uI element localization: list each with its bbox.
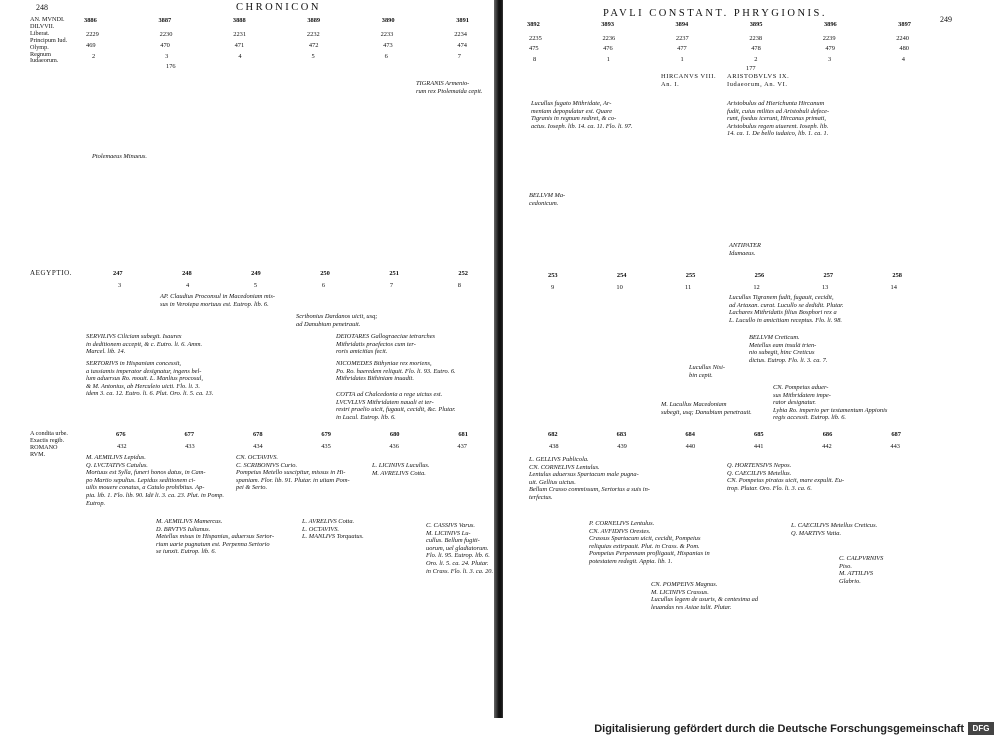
aegypt-year-row-left [113,270,468,277]
roman-year-row-right [548,431,901,438]
year-cell: 3889 [307,17,321,24]
aeg-year-cell: 251 [389,270,399,277]
aeg-sub-cell: 10 [616,284,623,291]
entry-servilius: SERVILIVS Ciliciam subegit. Isaurex in deditionem accepit, & c. Eutro. li. 6. Amm. Marcel. lib. 14. [86,333,203,356]
liberat-row-left [86,42,467,49]
rom-sub-cell: 432 [117,443,127,450]
aeg-sub-cell: 6 [321,282,326,289]
olymp-note-right: 177 [746,65,756,72]
aeg-sub-cell: 7 [389,282,394,289]
liberat-row-right [529,45,909,52]
olymp-row-right [533,56,905,63]
aeg-sub-cell: 8 [457,282,461,289]
entry-octavius: CN. OCTAVIVS. C. SCRIBONIVS Curio. Pompeius Metello suscipitur, missus in Hi- spaniam. Flor. lib. 91. Plutar. in uitam Pom- pei & Serto. [236,454,350,492]
entry-licinius-lucullus: L. LICINIVS Lucullus. M. AVRELIVS Cotta. [372,462,430,477]
aeg-year-cell: 250 [320,270,330,277]
year-row-left [84,17,469,24]
entry-m-lucullus: M. Lucullus Macedoniam subegit, usq; Danubium penetrauit. [661,401,752,416]
running-header-left: CHRONICON [236,2,321,13]
year-cell: 3887 [158,17,172,24]
rom-year-cell: 682 [548,431,558,438]
rom-year-cell: 678 [252,431,263,438]
rom-sub-cell: 443 [890,443,900,450]
entry-bellum-creticum: BELLVM Creticum. Metellus eam insulā trien- nio subegit, hinc Creticus dictus. Eutrop. Flo. li. 3. ca. 7. [749,334,828,364]
aegypt-sub-row-left [118,282,461,289]
left-page [0,0,497,718]
diluvii-row-left [86,31,467,38]
liberat-cell: 475 [529,45,539,52]
entry-sertorius: SERTORIVS in Hispaniam concessit, a tassiamis imperator designatur, ingens bel- lum aduersus Ro. mouit. L. Manlius procosul, & M. Antonius, ab Herculeio uicti. Flo. li. 3. idem 3. ca. 12. Eutro. li. 6. Plut. Oro. li. 5. ca. 13. [86,360,214,398]
entry-caecilius-creticus: L. CAECILIVS Metellus Creticus. Q. MARTIVS Vatia. [791,522,878,537]
entry-cornelius-lentulus: P. CORNELIVS Lentulus. CN. AVFIDIVS Orestes. Crassus Spartacum uicit, cecidit, Pompeius reliquias extirpauit. Plut. in Crass. & Pom. Pompeius Perpennam profligauit, Hispanias in potestatem redegit. Appia. lib. 1. [589,520,710,565]
aegypti-label: AEGYPTIO. [30,269,73,277]
liberat-cell: 477 [677,45,687,52]
aeg-sub-cell: 14 [890,284,897,291]
aeg-year-cell: 248 [182,270,192,277]
olymp-cell: 1 [680,56,684,63]
aeg-sub-cell: 13 [821,284,829,291]
rom-year-cell: 683 [616,431,627,438]
olymp-cell: 7 [457,53,461,60]
aeg-sub-cell: 12 [753,284,760,291]
rom-sub-cell: 435 [321,443,331,450]
entry-lucullus-tigranes: Lucullus Tigranem fudit, fugauit, cecidit, ad Artaxan. curat. Lucullo se dedidit. Plutar. Lachares Mithridatis filius Bosphori rex a L. Lucullo in amicitiam receptus. Flo. li. 98. [729,294,844,324]
rom-sub-cell: 441 [753,443,764,450]
liberat-cell: 473 [383,42,393,49]
diluvii-cell: 2235 [529,35,542,42]
year-cell: 3895 [749,21,763,28]
right-page [503,0,1000,718]
rom-year-cell: 680 [389,431,400,438]
entry-aemilius-mamercus: M. AEMILIVS Mamercus. D. BRVTVS Iulianus. Metellus misus in Hispanias, aduersus Sertor- rium uarie pugnatum est. Perpenna Sertorio se iunxit. Eutrop. lib. 6. [156,518,275,556]
rom-sub-cell: 438 [549,443,559,450]
liberat-cell: 474 [457,42,467,49]
olymp-note-left: 176 [166,63,176,70]
entry-gellius: L. GELLIVS Publicola. CN. CORNELIVS Lentulus. Lentulus aduersus Spartacum male pugna- uit. Gellius uictus. Bellum Crasso commissum, Sertorius a suis in- terfectus. [529,456,650,501]
liberat-cell: 479 [825,45,835,52]
aeg-year-cell: 247 [113,270,123,277]
page-number-left: 248 [36,3,48,12]
diluvii-cell: 2231 [233,31,247,38]
rom-year-cell: 684 [685,431,695,438]
olymp-cell: 2 [92,53,96,60]
aeg-sub-cell: 5 [253,282,258,289]
olymp-cell: 1 [606,56,610,63]
aeg-year-cell: 254 [616,272,627,279]
rom-sub-cell: 439 [617,443,627,450]
olymp-cell: 6 [384,53,388,60]
rom-year-cell: 677 [184,431,195,438]
aeg-year-cell: 256 [754,272,765,279]
entry-nicomedes: NICOMEDES Bithyniae rex moriens, Po. Ro. haeredem reliquit. Flo. li. 93. Eutro. 6. Mithridates Bithiniam inuadit. [336,360,456,383]
entry-lucullus-armenia: Lucullus fugato Mithridate, Ar- meniam depopulatur est. Quare Tigranis in regnum rediret, & co- actus. Ioseph. lib. 14. ca. 11. Flo. li. 97. [531,100,633,130]
year-cell: 3892 [527,21,540,28]
aeg-year-cell: 258 [892,272,902,279]
rom-year-cell: 687 [891,431,901,438]
entry-cotta: COTTA ad Chalcedonia a rege uictus est. LVCVLLVS Mithridatem nauali et ter- restri praelio uicit, fugauit, cecidit, &c. Plutar. in Lucul. Eutrop. lib. 6. [336,391,456,421]
entry-claudius: AP. Claudius Proconsul in Macedoniam mis- sus in Veroiepa mortuus est. Eutrop. lib. 6. [160,293,276,308]
liberat-cell: 476 [603,45,613,52]
year-cell: 3894 [675,21,689,28]
dfg-logo: DFG [968,722,994,735]
rom-sub-cell: 442 [822,443,832,450]
liberat-cell: 472 [308,42,319,49]
diluvii-row-right [529,35,909,42]
rom-year-cell: 681 [458,431,468,438]
rom-sub-cell: 433 [185,443,195,450]
entry-aurelius-cotta: L. AVRELIVS Cotta. L. OCTAVIVS. L. MANLIVS Torquatus. [302,518,364,541]
entry-tigranes: TIGRANIS Armenio- rum rex Ptolemaida cepit. [416,80,483,95]
olymp-cell: 3 [165,53,169,60]
running-header-right: PAVLI CONSTANT. PHRYGIONIS. [603,8,827,19]
entry-bellum-macedonicum: BELLVM Ma- cedonicum. [529,192,566,207]
entry-aemilius-lepidus: M. AEMILIVS Lepidus. Q. LVCTATIVS Catulus. Mortuus est Sylla, funeri honos datus, in Cam- po Martio sepultus. Lepidus seditionem ci- uilis mouere conatus, a Catulo prohibitus. Ap- pia. lib. 1. Flo. lib. 90. Idē li. 3. ca. 23. Plut. in Pomp. Eutrop. [86,454,224,507]
aeg-year-cell: 257 [823,272,834,279]
olymp-cell: 4 [901,56,905,63]
entry-antipater: ANTIPATER Idumaeus. [729,242,761,257]
diluvii-cell: 2232 [306,31,320,38]
olymp-row-left [92,53,461,60]
entry-ptolemaeus: Ptolemaeus Minaeus. [92,153,148,160]
year-cell: 3891 [456,17,469,24]
aeg-sub-cell: 11 [685,284,692,291]
entry-scribonius: Scribonius Dardanos uicit, usq; ad Danubium penetrauit. [296,313,378,328]
roman-sub-row-right [549,443,900,450]
diluvii-cell: 2236 [602,35,616,42]
roman-year-row-left [116,431,468,438]
olymp-cell: 3 [828,56,832,63]
liberat-cell: 478 [751,45,761,52]
rom-year-cell: 679 [321,431,331,438]
roman-sub-row-left [117,443,467,450]
aegypt-sub-row-right [551,284,897,291]
aeg-sub-cell: 3 [118,282,122,289]
entry-pompeius-mithridates: CN. Pompeius aduer- sus Mithridatem impe- rator designatur. Lybia Ro. imperio per testamentum Appionis regis accessit. Eutrop. lib. 6. [773,384,888,422]
aeg-year-cell: 253 [548,272,558,279]
year-cell: 3893 [601,21,615,28]
diluvii-cell: 2233 [380,31,394,38]
olymp-cell: 2 [754,56,758,63]
diluvii-cell: 2230 [159,31,173,38]
aeg-year-cell: 255 [685,272,696,279]
year-cell: 3896 [823,21,837,28]
year-cell: 3888 [232,17,246,24]
row-labels: AN. MVNDI. DILVVII. Liberat. Principum Iud. Olymp. Regnum Iudaeorum. [30,16,68,65]
entry-calpurnius: C. CALPVRNIVS Piso. M. ATTILIVS Glabrio. [839,555,884,585]
diluvii-cell: 2238 [749,35,763,42]
rom-year-cell: 686 [822,431,833,438]
roman-label: A condita urbe. Exactis regib. ROMANO RVM. [30,430,68,458]
diluvii-cell: 2234 [454,31,467,38]
footer-bar [0,718,1000,740]
entry-aristobulus: Aristobulus ad Hierichunta Hircanum fudit, cuius milites ad Aristobuli defece- runt, foedus icerunt, Hircanus primati, Aristobulus regem uiuerent. Ioseph. lib. 14. ca. 1. De bello iudaico, lib. 1. ca. 1. [727,100,830,138]
entry-hircanus: HIRCANVS VIII. An. I. [661,73,717,88]
page-number-right: 249 [940,15,952,24]
liberat-cell: 480 [899,45,909,52]
diluvii-cell: 2237 [675,35,689,42]
liberat-cell: 470 [160,42,170,49]
rom-year-cell: 676 [116,431,126,438]
aegypt-year-row-right [548,272,902,279]
olymp-cell: 4 [238,53,242,60]
entry-cassius: C. CASSIVS Varus. M. LICINIVS Lu- cullus. Bellum fugiti- uorum, uel gladiatorum. Flo. li. 95. Eutrop. lib. 6. Oro. li. 5. ca. 24. Plutar. in Crass. Flo. li. 3. ca. 20. [426,522,494,575]
olymp-cell: 8 [533,56,537,63]
liberat-cell: 471 [234,42,245,49]
aeg-sub-cell: 4 [185,282,190,289]
olymp-cell: 5 [311,53,315,60]
rom-sub-cell: 437 [457,443,467,450]
year-cell: 3897 [898,21,911,28]
entry-hortensius: Q. HORTENSIVS Nepos. Q. CAECILIVS Metellus. CN. Pompeius piratas uicit, mare expulit. Eu- trop. Plutar. Oro. Flo. li. 3. ca. 6. [727,462,845,492]
liberat-cell: 469 [86,42,96,49]
diluvii-cell: 2229 [86,31,99,38]
year-cell: 3890 [381,17,395,24]
year-row-right [527,21,911,28]
rom-year-cell: 685 [754,431,764,438]
rom-sub-cell: 436 [389,443,399,450]
rom-sub-cell: 434 [253,443,263,450]
entry-aristobulus-title: ARISTOBVLVS IX. Iudaeorum, An. VI. [727,73,790,88]
rom-sub-cell: 440 [685,443,696,450]
year-cell: 3886 [84,17,97,24]
entry-pompeius-crassus: CN. POMPEIVS Magnus. M. LICINIVS Crassus. Lucullus legem de usuris, & centesima ad leuandas res Asiae tulit. Plutar. [651,581,759,611]
funding-notice: Digitalisierung gefördert durch die Deutsche Forschungsgemeinschaft [594,723,964,735]
aeg-year-cell: 252 [458,270,468,277]
aeg-sub-cell: 9 [551,284,555,291]
diluvii-cell: 2239 [822,35,836,42]
diluvii-cell: 2240 [896,35,909,42]
entry-deiotares: DEIOTARES Gallograeciae tetrarches Mithridatis praefectos cum ter- roris amicitias fecit. [336,333,436,356]
aeg-year-cell: 249 [251,270,261,277]
entry-lucullus-nisibis: Lucullus Nisi- bin cepit. [689,364,726,379]
